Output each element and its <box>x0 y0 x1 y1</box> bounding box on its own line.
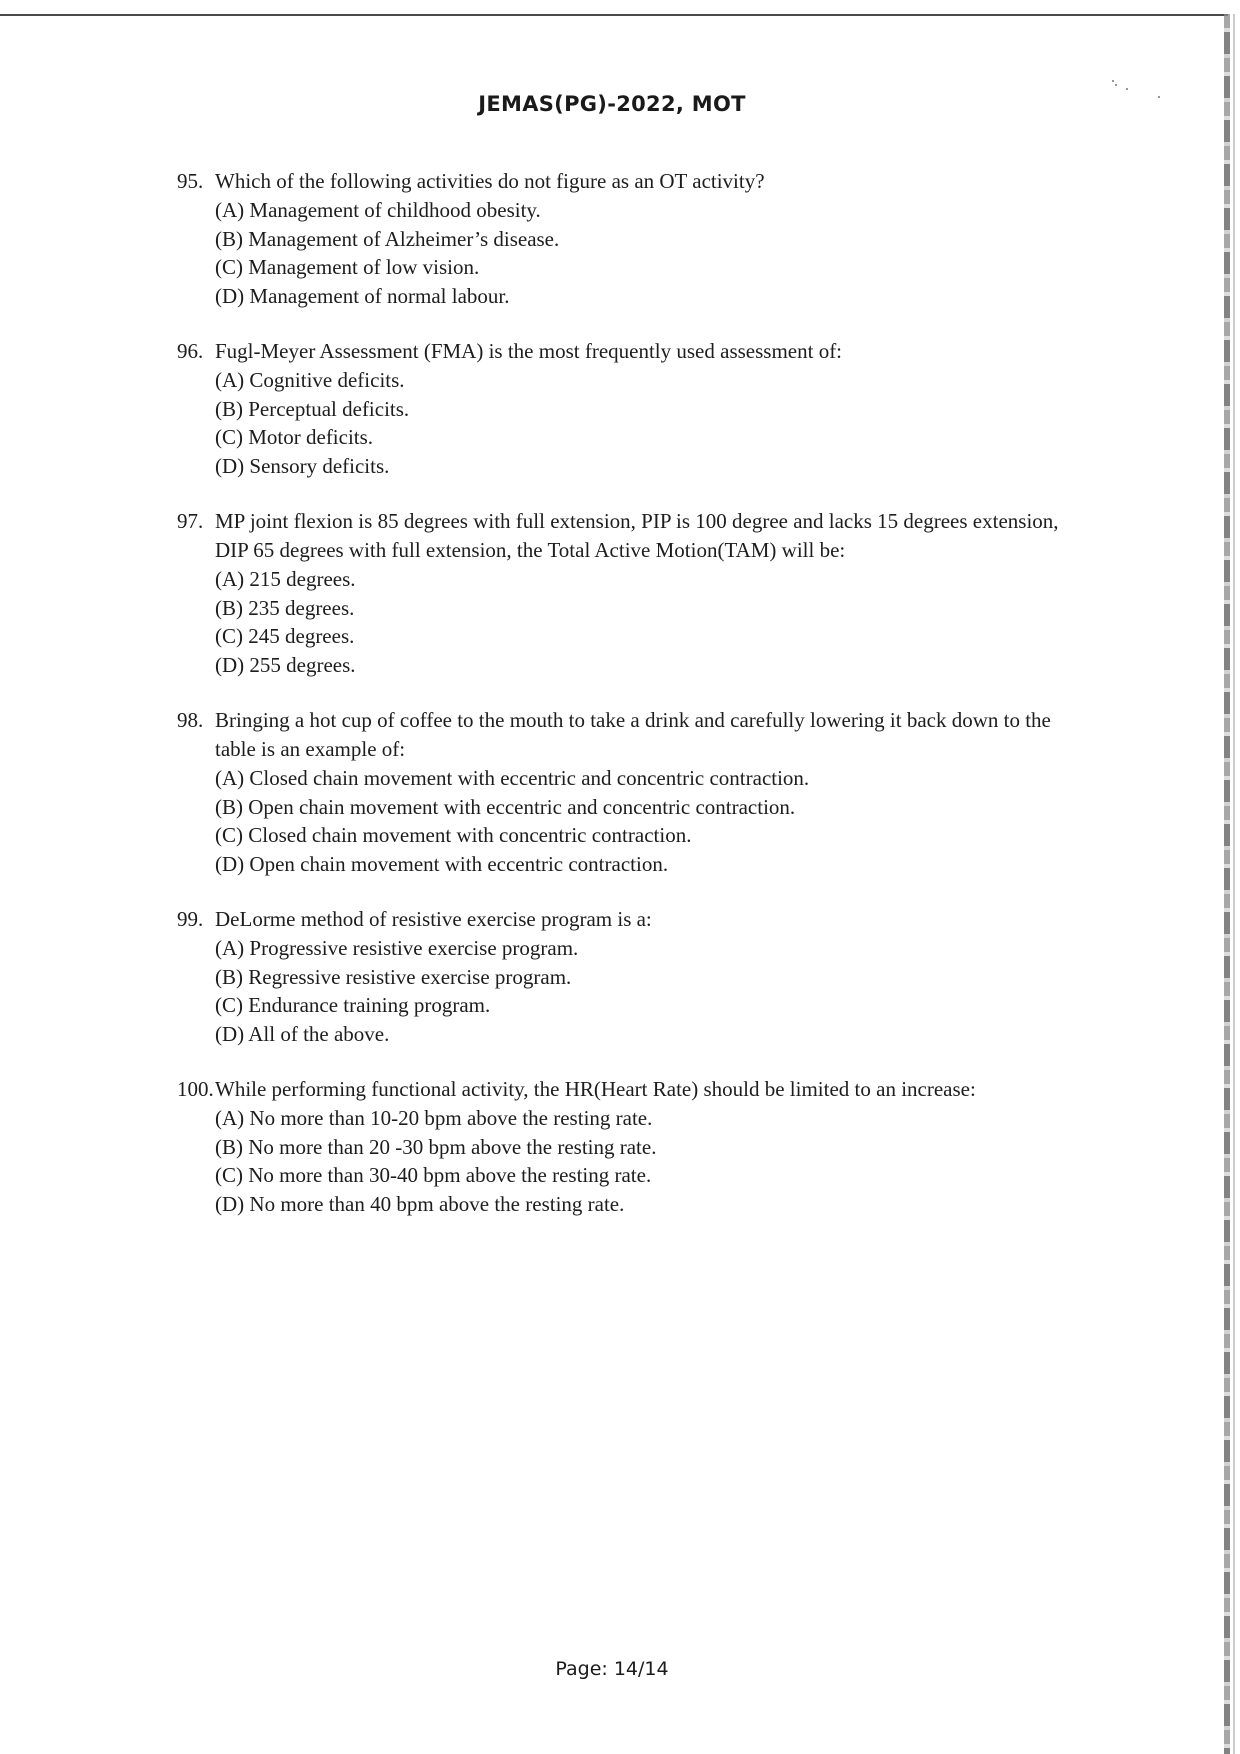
option-b: (B) Management of Alzheimer’s disease. <box>215 226 560 251</box>
option-list <box>177 934 1077 1048</box>
option-c: (C) Management of low vision. <box>215 255 480 279</box>
question-text: Bringing a hot cup of coffee to the mouth to take a drink and carefully lowering it back down to the table is an example of: <box>215 708 1051 761</box>
question-list <box>177 167 1077 1245</box>
option-d: (D) Management of normal labour. <box>215 283 510 308</box>
option-list <box>177 565 1077 679</box>
option-c: (C) 245 degrees. <box>215 624 355 648</box>
option-b: (B) Perceptual deficits. <box>215 396 410 421</box>
question-text: MP joint flexion is 85 degrees with full extension, PIP is 100 degree and lacks 15 degrees extension, DIP 65 degrees with full extension, the Total Active Motion(TAM) will be: <box>215 509 1059 562</box>
option-a: (A) Cognitive deficits. <box>215 368 405 392</box>
scan-edge-shadow <box>1224 14 1230 1754</box>
option-list <box>177 366 1077 480</box>
question-number: 99. <box>177 907 204 931</box>
option-c: (C) Motor deficits. <box>215 425 374 449</box>
top-border-rule <box>0 14 1228 16</box>
option-c: (C) No more than 30-40 bpm above the resting rate. <box>215 1163 652 1187</box>
option-d: (D) Open chain movement with eccentric contraction. <box>215 851 669 876</box>
option-list <box>177 196 1077 310</box>
option-c: (C) Closed chain movement with concentric contraction. <box>215 823 692 847</box>
page-header: JEMAS(PG)-2022, MOT <box>478 92 746 116</box>
question-number: 100. <box>177 1077 214 1101</box>
page-number: Page: 14/14 <box>555 1658 669 1680</box>
question-number: 95. <box>177 169 204 193</box>
question-98 <box>177 706 1077 878</box>
option-b: (B) Open chain movement with eccentric and concentric contraction. <box>215 794 796 819</box>
option-d: (D) 255 degrees. <box>215 652 356 677</box>
option-d: (D) All of the above. <box>215 1021 390 1046</box>
option-a: (A) No more than 10-20 bpm above the resting rate. <box>215 1106 653 1130</box>
question-99 <box>177 905 1077 1048</box>
option-a: (A) 215 degrees. <box>215 567 356 591</box>
question-number: 96. <box>177 339 204 363</box>
option-d: (D) No more than 40 bpm above the resting rate. <box>215 1191 625 1216</box>
question-text: While performing functional activity, the HR(Heart Rate) should be limited to an increase: <box>215 1077 976 1101</box>
option-b: (B) No more than 20 -30 bpm above the resting rate. <box>215 1134 657 1159</box>
option-b: (B) 235 degrees. <box>215 595 355 620</box>
question-text: Which of the following activities do not figure as an OT activity? <box>215 169 765 193</box>
scan-edge-line <box>1233 14 1235 1754</box>
question-number: 97. <box>177 509 204 533</box>
option-a: (A) Progressive resistive exercise program. <box>215 936 579 960</box>
option-list <box>177 764 1077 878</box>
question-95 <box>177 167 1077 310</box>
question-number: 98. <box>177 708 204 732</box>
option-b: (B) Regressive resistive exercise program. <box>215 964 572 989</box>
question-96 <box>177 337 1077 480</box>
question-97 <box>177 507 1077 679</box>
option-list <box>177 1104 1077 1218</box>
option-a: (A) Closed chain movement with eccentric and concentric contraction. <box>215 766 810 790</box>
option-d: (D) Sensory deficits. <box>215 453 390 478</box>
question-text: Fugl-Meyer Assessment (FMA) is the most frequently used assessment of: <box>215 339 843 363</box>
question-text: DeLorme method of resistive exercise program is a: <box>215 907 652 931</box>
option-c: (C) Endurance training program. <box>215 993 491 1017</box>
option-a: (A) Management of childhood obesity. <box>215 198 541 222</box>
question-100 <box>177 1075 1077 1218</box>
